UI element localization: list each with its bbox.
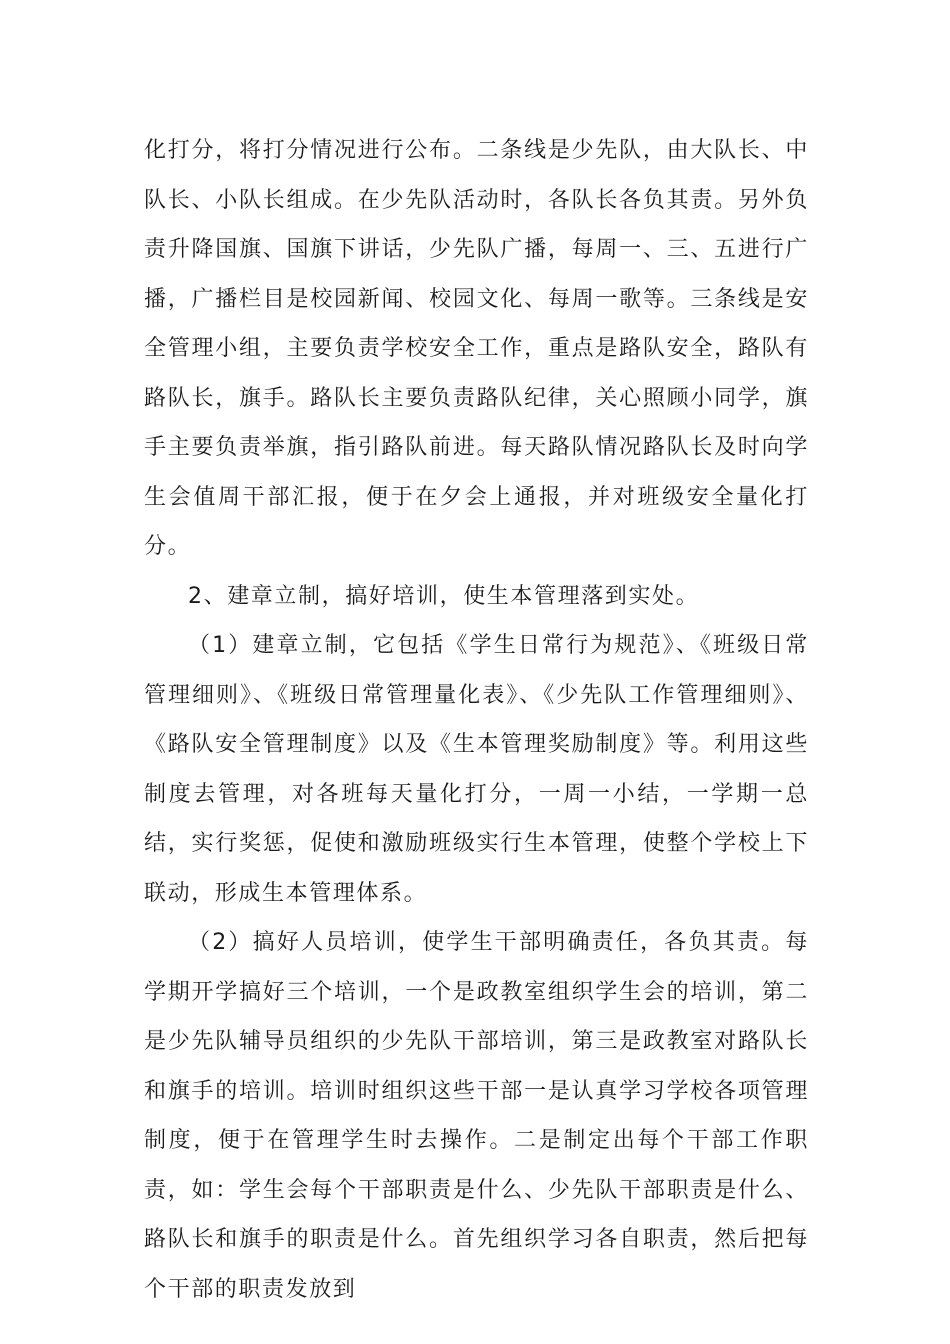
paragraph-continuation: 化打分，将打分情况进行公布。二条线是少先队，由大队长、中队长、小队长组成。在少先队活动时，各队长各负其责。另外负责升降国旗、国旗下讲话，少先队广播，每周一、三、五进行广播，广播栏目是校园新闻、校园文化、每周一歌等。三条线是安全管理小组，主要负责学校安全工作，重点是路队安全，路队有路队长，旗手。路队长主要负责路队纪律，关心照顾小同学，旗手主要负责举旗，指引路队前进。每天路队情况路队长及时向学生会值周干部汇报，便于在夕会上通报，并对班级安全量化打分。 [144,138,809,559]
paragraph-rules: （1）建章立制，它包括《学生日常行为规范》、《班级日常管理细则》、《班级日常管理量化表》、《少先队工作管理细则》、《路队安全管理制度》以及《生本管理奖励制度》等。利用这些制度去管理，对各班每天量化打分，一周一小结，一学期一总结，实行奖惩，促使和激励班级实行生本管理，使整个学校上下联动，形成生本管理体系。 [144,633,809,906]
document-body [144,126,809,1314]
paragraph-section-heading: 2、建章立制，搞好培训，使生本管理落到实处。 [188,583,700,609]
paragraph-training: （2）搞好人员培训，使学生干部明确责任，各负其责。每学期开学搞好三个培训，一个是政教室组织学生会的培训，第二是少先队辅导员组织的少先队干部培训，第三是政教室对路队长和旗手的培训。培训时组织这些干部一是认真学习学校各项管理制度，便于在管理学生时去操作。二是制定出每个干部工作职责，如：学生会每个干部职责是什么、少先队干部职责是什么、路队长和旗手的职责是什么。首先组织学习各自职责，然后把每个干部的职责发放到 [144,930,809,1302]
